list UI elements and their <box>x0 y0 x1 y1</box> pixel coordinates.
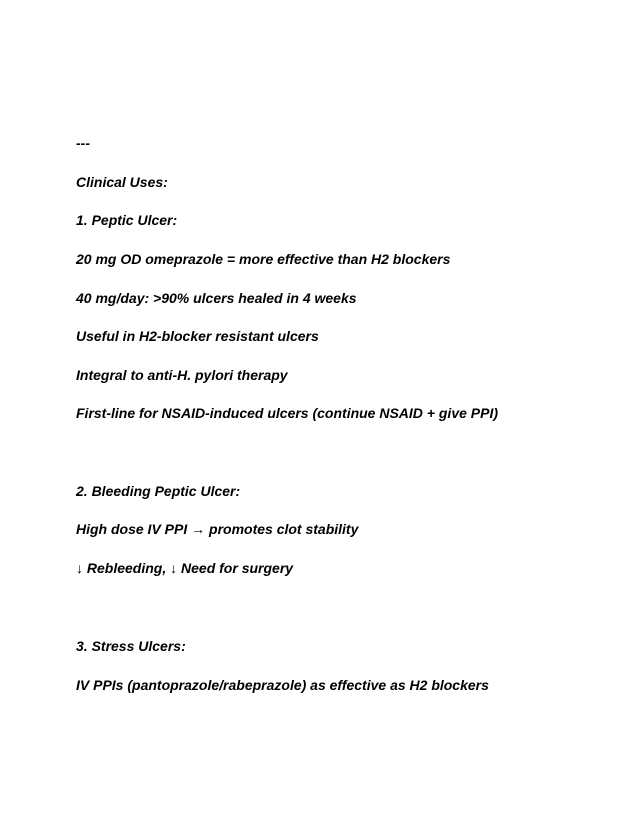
separator: --- <box>76 135 90 151</box>
section-title-peptic-ulcer: 1. Peptic Ulcer: <box>76 212 178 228</box>
list-item: 40 mg/day: >90% ulcers healed in 4 weeks <box>76 290 357 306</box>
list-item: 20 mg OD omeprazole = more effective than H2 blockers <box>76 251 451 267</box>
section-title-stress-ulcers: 3. Stress Ulcers: <box>76 638 186 654</box>
list-item: High dose IV PPI → promotes clot stability <box>76 521 359 537</box>
list-item: Integral to anti-H. pylori therapy <box>76 367 288 383</box>
list-item: Useful in H2-blocker resistant ulcers <box>76 328 319 344</box>
list-item: First-line for NSAID-induced ulcers (continue NSAID + give PPI) <box>76 405 499 421</box>
list-item: ↓ Rebleeding, ↓ Need for surgery <box>76 560 294 576</box>
section-heading: Clinical Uses: <box>76 174 168 190</box>
list-item: IV PPIs (pantoprazole/rabeprazole) as effective as H2 blockers <box>76 677 489 693</box>
section-title-bleeding-peptic-ulcer: 2. Bleeding Peptic Ulcer: <box>76 483 241 499</box>
